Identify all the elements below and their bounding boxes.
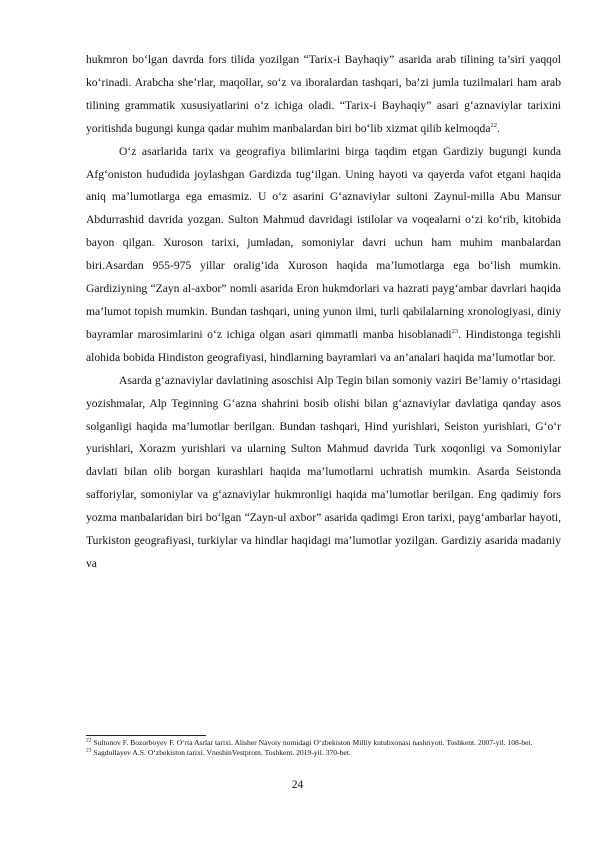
paragraph-3-text: Asarda g‘aznaviylar davlatining asoschisi Alp Tegin bilan somoniy vaziri Be’lamiy o‘rtasidagi yozishmalar, Alp Teginning G‘azna shahrini bosib olishi bilan g‘aznaviylar davlatiga qanday asos solganligi haqida ma’lumotlar berilgan. Bundan tashqari, Hind yurishlari, Seiston yurishlari, G‘o‘r yurishlari, Xorazm yurishlari va ularning Sulton Mahmud davrida Turk xoqonligi va Somoniylar davlati bilan olib borgan kurashlari haqida ma’lumotlarni uchratish mumkin. Asarda Seistonda safforiylar, somoniylar va g‘aznaviylar hukmronligi haqida ma’lumotlar berilgan. Eng qadimiy fors yozma manbalaridan biri bo‘lgan “Zayn-ul axbor” asarida qadimgi Eron tarixi, payg‘ambarlar hayoti, Turkiston geografiyasi, turkiylar va hindlar haqidagi ma’lumotlar yozilgan. Gardiziy asarida madaniy va [86,373,561,570]
footnote-23-text: Sagdullayev A.S. O‘zbekiston tarixi. VneshinVestprom. Toshkent. 2019-yil. 370-bet. [93,747,351,757]
footnote-22 [86,738,561,748]
page-number: 24 [291,778,304,791]
footnote-23 [86,748,561,758]
footnote-divider [86,735,206,736]
footnote-22-text: Sultonov F. Bozorboyev F. O‘rta Asrlar tarixi. Alisher Navoiy nomidagi O‘zbekiston Milliy kutubxonasi nashriyoti. Toshkent. 2007-yil. 108-bet. [93,738,533,747]
footnotes [86,738,561,757]
footnote-ref-23: 23 [451,328,459,336]
paragraph-2 [86,141,561,370]
paragraph-1-text: hukmron bo‘lgan davrda fors tilida yozilgan “Tarix-i Bayhaqiy” asarida arab tilining ta’siri yaqqol ko‘rinadi. Arabcha she’rlar, maqollar, so‘z va iboralardan tashqari, ba’zi jumla tuzilmalari ham arab tilining grammatik xususiyatlarini o‘z ichiga oladi. “Tarix-i Bayhaqiy” asari g‘aznaviylar tarixini yoritishda bugungi kunga qadar muhim manbalardan biri bo‘lib xizmat qilib kelmoqda [86,53,561,135]
paragraph-3 [86,370,561,576]
paragraph-2-tail: . Hindistonga tegishli alohida bobida Hindiston geografiyasi, hindlarning bayramlari va an’analari haqida ma’lumotlar bor. [86,327,561,364]
footnote-23-number: 23 [86,747,92,754]
paragraph-2-text: O‘z asarlarida tarix va geografiya bilimlarini birga taqdim etgan Gardiziy bugungi kunda Afg‘oniston hududida joylashgan Gardizda tug‘ilgan. Uning hayoti va qayerda vafot etgani haqida aniq ma’lumotlarga ega emasmiz. U o‘z asarini G‘aznaviylar sultoni Zaynul-milla Abu Mansur Abdurrashid davrida yozgan. Sulton Mahmud davridagi istilolar va voqealarni o‘zi ko‘rib, kitobida bayon qilgan. Xuroson tarixi, jumladan, somoniylar davri uchun ham muhim manbalardan biri.Asardan 955-975 yillar oralig‘ida Xuroson haqida ma’lumotlarga ega bo‘lish mumkin. Gardiziyning “Zayn al-axbor” nomli asarida Eron hukmdorlari va hazrati payg‘ambar davrlari haqida ma’lumot topish mumkin. Bundan tashqari, uning yunon ilmi, turli qabilalarning xronologiyasi, diniy bayramlar marosimlarini o‘z ichiga olgan asari qimmatli manba hisoblanadi [86,144,561,341]
paragraph-1 [86,49,561,141]
page-body [86,49,561,576]
footnote-22-number: 22 [86,737,92,744]
footnote-ref-22: 22 [490,121,497,129]
paragraph-1-tail: . [496,121,500,135]
